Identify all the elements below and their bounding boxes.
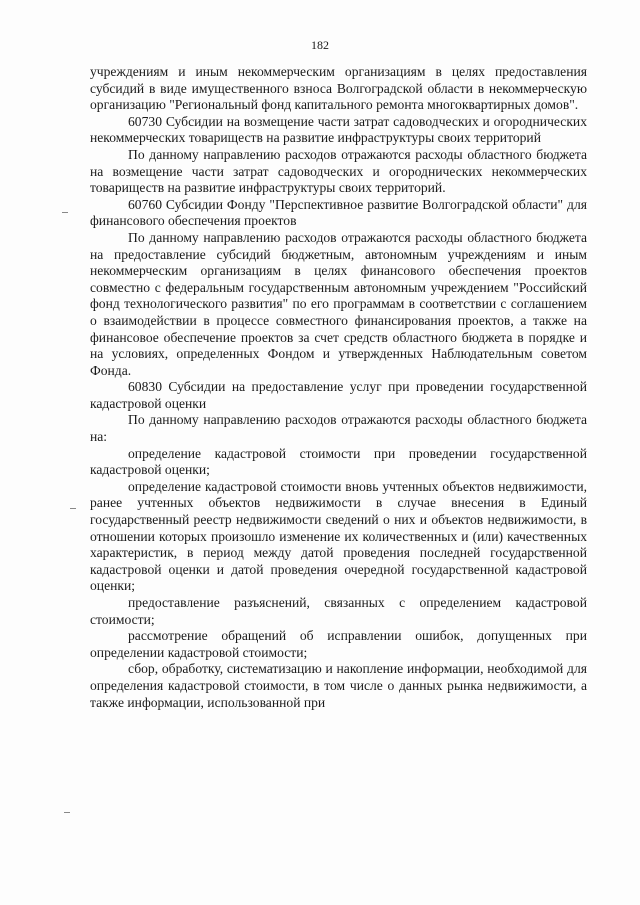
paragraph: 60830 Субсидии на предоставление услуг при проведении государственной кадастровой оценки [90, 379, 587, 411]
scan-artifact [70, 508, 76, 509]
paragraph: По данному направлению расходов отражаются расходы областного бюджета на возмещение части затрат садоводческих и огороднических некоммерческих товариществ на развитие инфраструктуры своих территорий. [90, 146, 587, 196]
paragraph: сбор, обработку, систематизацию и накопление информации, необходимой для определения кадастровой стоимости, в том числе о данных рынка недвижимости, а также информации, использованной при [90, 661, 587, 710]
paragraph: По данному направлению расходов отражаются расходы областного бюджета на предоставление субсидий бюджетным, автономным учреждениям и иным некоммерческим организациям в целях финансового обеспечения проектов совместно с федеральным государственным автономным учреждением "Российский фонд технологического развития" по его программам в соответствии с соглашением о взаимодействии в процессе совместного финансирования проектов, а также на финансовое обеспечение проектов за счет средств областного бюджета в порядке и на условиях, определенных Фондом и утвержденных Наблюдательным советом Фонда. [90, 229, 587, 378]
scan-artifact [64, 812, 70, 813]
paragraph: определение кадастровой стоимости при проведении государственной кадастровой оценки; [90, 445, 587, 478]
paragraph: 60760 Субсидии Фонду "Перспективное развитие Волгоградской области" для финансового обеспечения проектов [90, 196, 587, 229]
document-body [90, 64, 587, 711]
paragraph: определение кадастровой стоимости вновь учтенных объектов недвижимости, ранее учтенных объектов недвижимости в случае внесения в Единый государственный реестр недвижимости сведений о них и объектов недвижимости, в отношении которых произошло изменение их количественных и (или) качественных характеристик, в период между датой проведения последней государственной кадастровой оценки и датой проведения очередной государственной кадастровой оценки; [90, 478, 587, 594]
paragraph: предоставление разъяснений, связанных с определением кадастровой стоимости; [90, 595, 587, 627]
page-number: 182 [311, 38, 329, 52]
paragraph: рассмотрение обращений об исправлении ошибок, допущенных при определении кадастровой стоимости; [90, 628, 587, 660]
scan-artifact [62, 212, 68, 213]
paragraph: учреждениям и иным некоммерческим организациям в целях предоставления субсидий в виде имущественного взноса Волгоградской области в некоммерческую организацию "Региональный фонд капитального ремонта многоквартирных домов". [90, 64, 587, 113]
paragraph: По данному направлению расходов отражаются расходы областного бюджета на: [90, 412, 587, 445]
paragraph: 60730 Субсидии на возмещение части затрат садоводческих и огороднических некоммерческих товариществ на развитие инфраструктуры своих территорий [90, 113, 587, 146]
